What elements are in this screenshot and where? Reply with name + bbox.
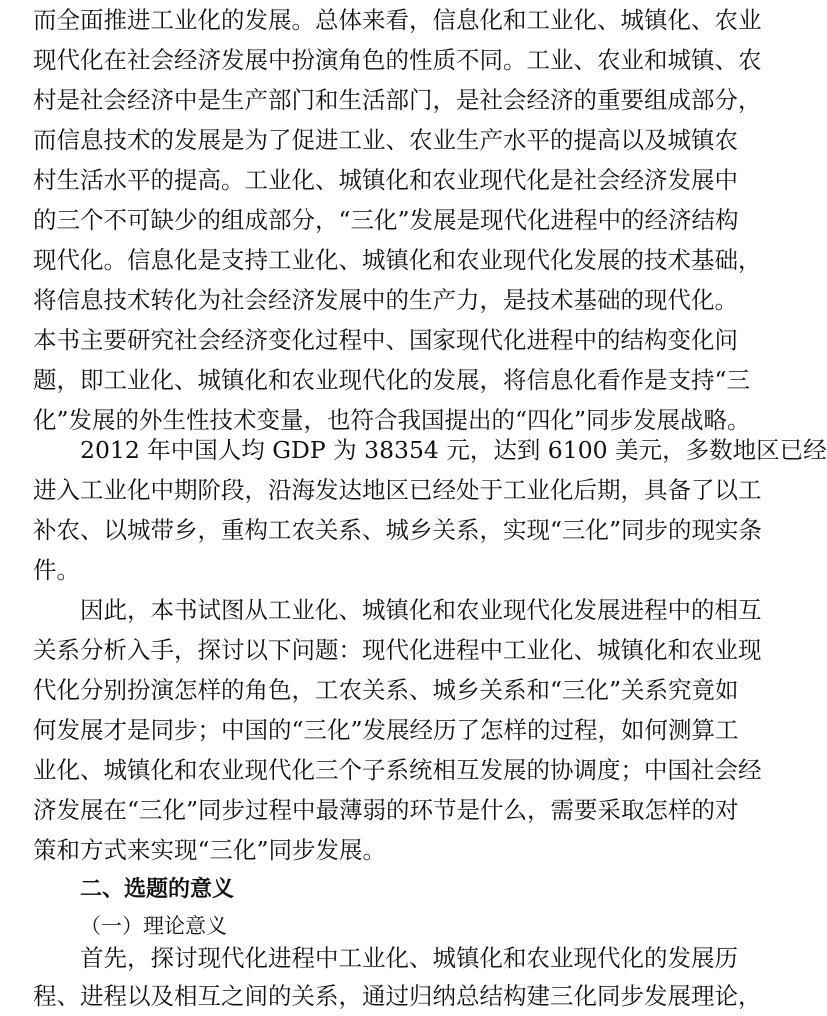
paragraph-1-line-3: 村是社会经济中是生产部门和生活部门，是社会经济的重要组成部分， bbox=[33, 86, 762, 114]
paragraph-3-line-5: 业化、城镇化和农业现代化三个子系统相互发展的协调度；中国社会经 bbox=[33, 756, 762, 784]
paragraph-1-line-10: 题，即工业化、城镇化和农业现代化的发展，将信息化看作是支持“三 bbox=[33, 366, 751, 394]
paragraph-1-line-9: 本书主要研究社会经济变化过程中、国家现代化进程中的结构变化问 bbox=[33, 326, 738, 354]
paragraph-4-line-1: 首先，探讨现代化进程中工业化、城镇化和农业现代化的发展历 bbox=[80, 944, 738, 972]
paragraph-3-line-4: 何发展才是同步；中国的“三化”发展经历了怎样的过程，如何测算工 bbox=[33, 716, 739, 744]
paragraph-1-line-5: 村生活水平的提高。工业化、城镇化和农业现代化是社会经济发展中 bbox=[33, 166, 738, 194]
paragraph-2-line-3: 补农、以城带乡，重构工农关系、城乡关系，实现“三化”同步的现实条 bbox=[33, 516, 763, 544]
paragraph-1-line-2: 现代化在社会经济发展中扮演角色的性质不同。工业、农业和城镇、农 bbox=[33, 46, 762, 74]
section-heading: 二、选题的意义 bbox=[80, 877, 235, 902]
paragraph-3-line-2: 关系分析入手，探讨以下问题：现代化进程中工业化、城镇化和农业现 bbox=[33, 636, 762, 664]
paragraph-3-line-3: 代化分别扮演怎样的角色，工农关系、城乡关系和“三化”关系究竟如 bbox=[33, 676, 739, 704]
paragraph-4-line-2: 程、进程以及相互之间的关系，通过归纳总结构建三化同步发展理论， bbox=[33, 982, 762, 1010]
paragraph-1-line-8: 将信息技术转化为社会经济发展中的生产力，是技术基础的现代化。 bbox=[33, 286, 738, 314]
paragraph-3-line-1: 因此，本书试图从工业化、城镇化和农业现代化发展进程中的相互 bbox=[80, 596, 762, 624]
paragraph-1-line-1: 而全面推进工业化的发展。总体来看，信息化和工业化、城镇化、农业 bbox=[33, 6, 762, 34]
paragraph-2-line-2: 进入工业化中期阶段，沿海发达地区已经处于工业化后期，具备了以工 bbox=[33, 476, 762, 504]
paragraph-2-line-1: 2012 年中国人均 GDP 为 38354 元，达到 6100 美元，多数地区已经 bbox=[80, 436, 827, 464]
paragraph-2-line-4: 件。 bbox=[33, 556, 80, 584]
paragraph-3-line-7: 策和方式来实现“三化”同步发展。 bbox=[33, 836, 387, 864]
subsection-heading: （一）理论意义 bbox=[80, 914, 227, 938]
paragraph-1-line-6: 的三个不可缺少的组成部分，“三化”发展是现代化进程中的经济结构 bbox=[33, 206, 739, 234]
paragraph-1-line-7: 现代化。信息化是支持工业化、城镇化和农业现代化发展的技术基础， bbox=[33, 246, 762, 274]
paragraph-1-line-4: 而信息技术的发展是为了促进工业、农业生产水平的提高以及城镇农 bbox=[33, 126, 738, 154]
paragraph-3-line-6: 济发展在“三化”同步过程中最薄弱的环节是什么，需要采取怎样的对 bbox=[33, 796, 739, 824]
paragraph-1-line-11: 化”发展的外生性技术变量，也符合我国提出的“四化”同步发展战略。 bbox=[33, 406, 751, 434]
